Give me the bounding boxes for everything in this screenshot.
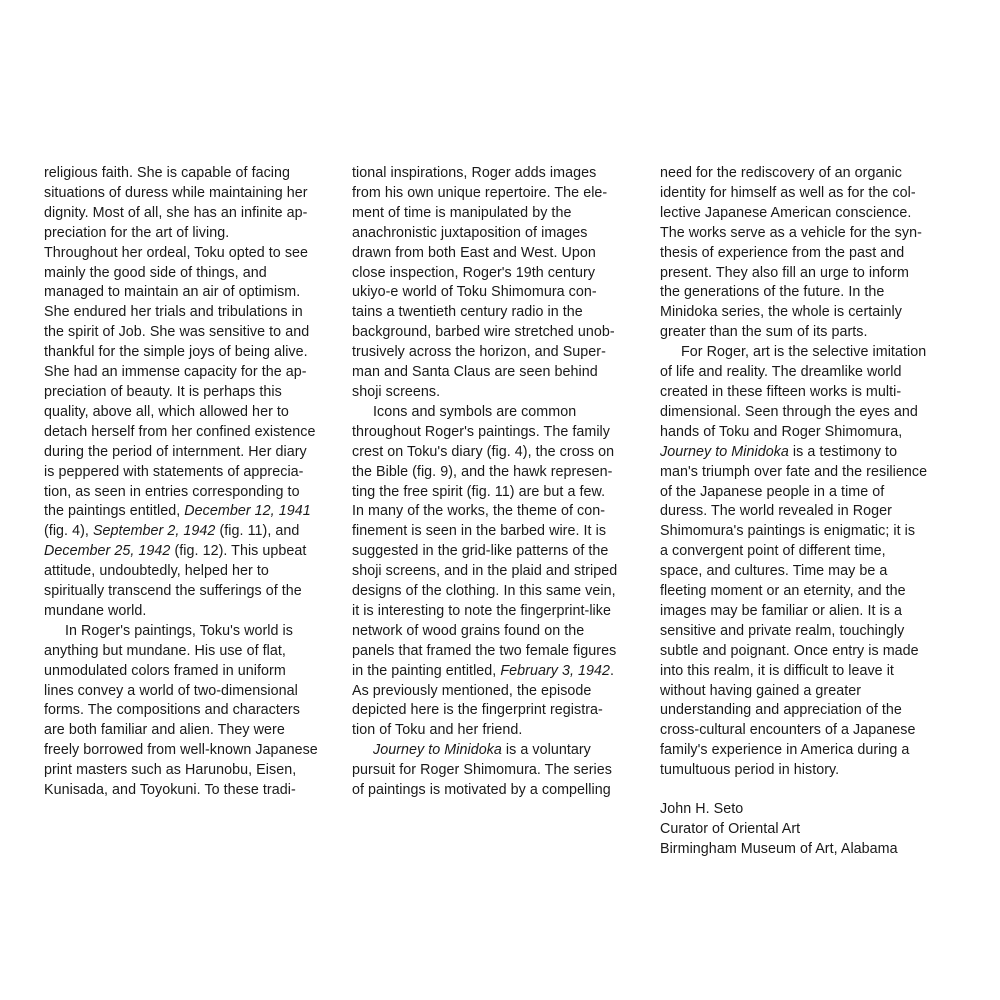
text-line: religious faith. She is capable of facing [44,165,291,181]
text-column-2 [352,164,637,801]
text-line: greater than the sum of its parts. [660,324,868,341]
text-column-3 [660,164,928,860]
text-line: In many of the works, the theme of con- [352,503,606,520]
text-line: pursuit for Roger Shimomura. The series [352,762,612,779]
text-line: Kunisada, and Toyokuni. To these tradi- [44,782,296,799]
text-line: drawn from both East and West. Upon [352,244,596,261]
text-run: the paintings entitled, [44,503,185,520]
text-line: shoji screens. [352,383,441,400]
text-line [44,522,332,542]
signature-institution: Birmingham Museum of Art, Alabama [660,840,898,857]
text-line: tains a twentieth century radio in the [352,304,583,321]
text-line: ukiyo-e world of Toku Shimomura con- [352,284,597,301]
text-line: attitude, undoubtedly, helped her to [44,563,269,580]
text-line [352,741,637,761]
text-line: preciation for the art of living. [44,224,230,241]
column-3-lines [660,164,928,781]
text-line: throughout Roger's paintings. The family [352,423,610,440]
italic-title: September 2, 1942 [92,523,216,540]
text-line: thankful for the simple joys of being alive. [44,344,308,361]
text-line: designs of the clothing. In this same vein, [352,583,616,600]
text-line: unmodulated colors framed in uniform [44,662,286,679]
text-line: crest on Toku's diary (fig. 4), the cross on [352,443,615,460]
text-line: a convergent point of different time, [660,543,886,560]
text-run: is a testimony to [788,443,898,460]
text-line: mainly the good side of things, and [44,264,267,281]
text-line: created in these fifteen works is multi- [660,383,902,400]
text-line: tion of Toku and her friend. [352,722,523,739]
text-line: Minidoka series, the whole is certainly [660,304,902,321]
text-line: of paintings is motivated by a compelling [352,782,611,799]
text-line: depicted here is the fingerprint registra- [352,702,603,719]
text-line: is peppered with statements of apprecia- [44,463,304,480]
text-line: are both familiar and alien. They were [44,722,285,739]
text-line: shoji screens, and in the plaid and striped [352,563,618,580]
signature-block [660,800,920,860]
text-line: mundane world. [44,602,147,619]
text-line: managed to maintain an air of optimism. [44,284,301,301]
text-line: man's triumph over fate and the resilience [660,463,928,480]
text-line: without having gained a greater [660,682,862,699]
text-line: present. They also fill an urge to inform [660,264,909,281]
text-line: network of wood grains found on the [352,622,585,639]
text-line: Icons and symbols are common [373,403,577,420]
text-run: (fig. 11), and [215,523,300,540]
text-run: (fig. 4), [44,523,93,540]
text-line: She had an immense capacity for the ap- [44,364,307,381]
text-line: situations of duress while maintaining her [44,184,308,201]
text-line: anything but mundane. His use of flat, [44,642,286,659]
text-line: cross-cultural encounters of a Japanese [660,722,916,739]
text-line: Throughout her ordeal, Toku opted to see [44,244,309,261]
text-line: duress. The world revealed in Roger [660,503,892,520]
text-line: hands of Toku and Roger Shimomura, [660,423,903,440]
italic-title: Journey to Minidoka [373,742,502,759]
text-line: spiritually transcend the sufferings of the [44,583,302,600]
text-line: In Roger's paintings, Toku's world is [65,622,293,639]
text-line: freely borrowed from well-known Japanese [44,742,318,759]
text-line: preciation of beauty. It is perhaps this [44,383,282,400]
text-line: fleeting moment or an eternity, and the [660,583,906,600]
text-line: sensitive and private realm, touchingly [660,622,905,639]
text-line: tion, as seen in entries corresponding to [44,483,300,500]
text-line [44,542,332,562]
text-line: ment of time is manipulated by the [352,204,572,221]
text-run: is a voluntary [501,742,591,759]
text-line: subtle and poignant. Once entry is made [660,642,919,659]
text-line: detach herself from her confined existence [44,423,316,440]
text-line: tumultuous period in history. [660,762,840,779]
text-line: Shimomura's paintings is enigmatic; it is [660,523,916,540]
text-line: space, and cultures. Time may be a [660,563,888,580]
text-run: (fig. 12). This upbeat [170,543,307,560]
text-line: family's experience in America during a [660,742,910,759]
italic-title: February 3, 1942 [500,662,611,679]
text-line: dimensional. Seen through the eyes and [660,403,918,420]
text-line: ting the free spirit (fig. 11) are but a few. [352,483,606,500]
text-line: The works serve as a vehicle for the syn- [660,224,922,241]
text-line: the Bible (fig. 9), and the hawk represen- [352,463,613,480]
text-run: . [610,662,615,679]
text-line: understanding and appreciation of the [660,702,902,719]
text-line: the spirit of Job. She was sensitive to and [44,324,310,341]
text-line: images may be familiar or alien. It is a [660,602,902,619]
text-line: of life and reality. The dreamlike world [660,364,902,381]
text-line: dignity. Most of all, she has an infinite ap- [44,204,308,221]
text-line [660,443,920,463]
text-line: thesis of experience from the past and [660,244,905,261]
text-column-1 [44,164,332,801]
text-line: during the period of internment. Her diary [44,443,307,460]
signature-title: Curator of Oriental Art [660,821,801,837]
text-line: anachronistic juxtaposition of images [352,224,588,241]
text-line: from his own unique repertoire. The ele- [352,184,608,201]
text-line: the generations of the future. In the [660,284,885,301]
text-line: lective Japanese American conscience. [660,204,912,221]
italic-title: December 12, 1941 [184,503,311,520]
text-line: suggested in the grid-like patterns of the [352,543,609,560]
text-line: need for the rediscovery of an organic [660,165,902,181]
italic-title: Journey to Minidoka [660,443,789,460]
text-line: trusively across the horizon, and Super- [352,344,606,361]
text-line: tional inspirations, Roger adds images [352,165,597,181]
text-line: For Roger, art is the selective imitation [681,344,927,361]
signature-name: John H. Seto [660,801,744,818]
text-line: forms. The compositions and characters [44,702,300,719]
text-line: lines convey a world of two-dimensional [44,682,298,699]
text-run: in the painting entitled, [352,662,501,679]
text-line: She endured her trials and tribulations in [44,304,303,321]
text-line: As previously mentioned, the episode [352,682,592,699]
text-line: of the Japanese people in a time of [660,483,885,500]
text-line: panels that framed the two female figures [352,642,617,659]
text-line: it is interesting to note the fingerprint-like [352,602,611,619]
text-line: close inspection, Roger's 19th century [352,264,596,281]
text-line: print masters such as Harunobu, Eisen, [44,762,297,779]
text-line: quality, above all, which allowed her to [44,403,289,420]
text-line: man and Santa Claus are seen behind [352,364,598,381]
text-line: into this realm, it is difficult to leave it [660,662,894,679]
italic-title: December 25, 1942 [44,543,171,560]
text-line [44,502,332,522]
text-line: identity for himself as well as for the col- [660,184,916,201]
text-line: finement is seen in the barbed wire. It is [352,523,607,540]
text-line [352,662,637,682]
text-line: background, barbed wire stretched unob- [352,324,615,341]
